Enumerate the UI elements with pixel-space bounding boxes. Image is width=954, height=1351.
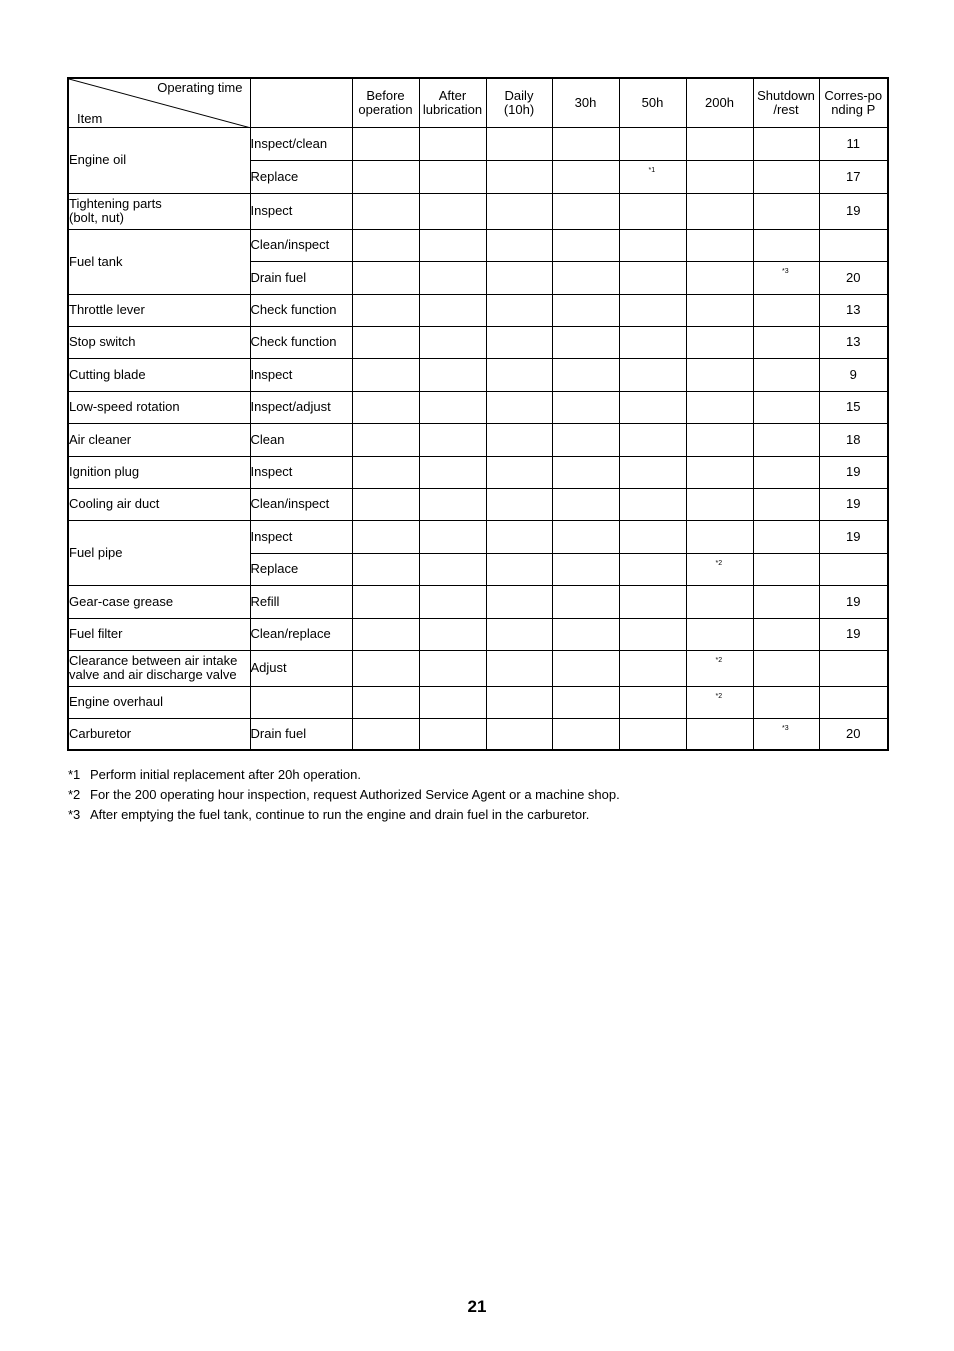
action-cell: Clean/inspect xyxy=(250,229,352,261)
schedule-cell xyxy=(753,618,819,650)
schedule-cell xyxy=(419,686,486,718)
schedule-cell xyxy=(619,193,686,229)
schedule-cell xyxy=(419,127,486,160)
page-ref-cell xyxy=(819,229,888,261)
footnote-marker: *2 xyxy=(715,559,723,567)
footnote-text: Perform initial replacement after 20h operation. xyxy=(90,767,361,782)
footnote-marker: *3 xyxy=(782,267,789,275)
action-cell: Drain fuel xyxy=(250,718,352,750)
action-cell xyxy=(250,686,352,718)
schedule-cell xyxy=(419,618,486,650)
action-cell: Replace xyxy=(250,160,352,193)
schedule-cell xyxy=(619,423,686,456)
schedule-cell xyxy=(552,718,619,750)
table-row xyxy=(68,650,888,686)
table-row xyxy=(68,127,888,160)
page-ref-cell: 20 xyxy=(819,261,888,294)
col-shutdown-rest: Shutdown /rest xyxy=(753,78,819,127)
schedule-cell xyxy=(419,160,486,193)
schedule-cell xyxy=(619,391,686,423)
page-ref-cell: 19 xyxy=(819,488,888,520)
schedule-cell xyxy=(686,127,753,160)
schedule-cell xyxy=(352,553,419,585)
col-after-lubrication: After lubrication xyxy=(419,78,486,127)
col-corresponding-page: Corres-po nding P xyxy=(819,78,888,127)
schedule-cell xyxy=(352,618,419,650)
page-ref-cell: 18 xyxy=(819,423,888,456)
schedule-cell xyxy=(552,686,619,718)
table-row xyxy=(68,718,888,750)
schedule-cell xyxy=(686,686,753,718)
schedule-cell xyxy=(619,456,686,488)
schedule-cell xyxy=(552,160,619,193)
page-ref-cell xyxy=(819,650,888,686)
schedule-cell xyxy=(352,423,419,456)
schedule-cell xyxy=(686,553,753,585)
page-ref-cell: 19 xyxy=(819,456,888,488)
schedule-cell xyxy=(419,456,486,488)
schedule-cell xyxy=(686,520,753,553)
footnote-text: For the 200 operating hour inspection, request Authorized Service Agent or a machine shop. xyxy=(90,787,620,802)
schedule-cell xyxy=(419,585,486,618)
schedule-cell xyxy=(419,326,486,358)
schedule-cell xyxy=(753,488,819,520)
schedule-cell xyxy=(419,391,486,423)
item-cell: Throttle lever xyxy=(68,294,250,326)
schedule-cell xyxy=(619,488,686,520)
schedule-cell xyxy=(419,520,486,553)
schedule-cell xyxy=(753,294,819,326)
action-cell: Inspect xyxy=(250,358,352,391)
item-cell: Fuel pipe xyxy=(68,520,250,585)
schedule-cell xyxy=(352,456,419,488)
schedule-cell xyxy=(552,229,619,261)
schedule-cell xyxy=(352,160,419,193)
item-cell: Tightening parts (bolt, nut) xyxy=(68,193,250,229)
schedule-cell xyxy=(552,520,619,553)
col-daily: Daily (10h) xyxy=(486,78,552,127)
table-row xyxy=(68,585,888,618)
schedule-cell xyxy=(619,358,686,391)
schedule-cell xyxy=(619,718,686,750)
table-row xyxy=(68,391,888,423)
schedule-cell xyxy=(486,585,552,618)
schedule-cell xyxy=(686,294,753,326)
page-ref-cell xyxy=(819,686,888,718)
schedule-cell xyxy=(352,193,419,229)
action-cell: Adjust xyxy=(250,650,352,686)
schedule-cell xyxy=(753,585,819,618)
schedule-cell xyxy=(486,358,552,391)
page-ref-cell: 19 xyxy=(819,520,888,553)
footnote-marker: *2 xyxy=(715,656,723,664)
schedule-cell xyxy=(686,229,753,261)
item-cell: Fuel tank xyxy=(68,229,250,294)
item-cell: Carburetor xyxy=(68,718,250,750)
item-cell: Engine oil xyxy=(68,127,250,193)
table-row xyxy=(68,618,888,650)
schedule-cell xyxy=(419,261,486,294)
item-cell: Cutting blade xyxy=(68,358,250,391)
footnote-key: *3 xyxy=(68,807,81,822)
action-cell: Inspect xyxy=(250,520,352,553)
schedule-cell xyxy=(486,229,552,261)
schedule-cell xyxy=(486,718,552,750)
schedule-cell xyxy=(552,326,619,358)
schedule-cell xyxy=(619,294,686,326)
schedule-cell xyxy=(419,650,486,686)
schedule-cell xyxy=(486,488,552,520)
action-header-cell xyxy=(250,78,352,127)
table-row xyxy=(68,193,888,229)
item-cell: Low-speed rotation xyxy=(68,391,250,423)
schedule-cell xyxy=(753,456,819,488)
schedule-cell xyxy=(486,520,552,553)
schedule-cell xyxy=(486,686,552,718)
item-cell: Cooling air duct xyxy=(68,488,250,520)
schedule-cell xyxy=(486,456,552,488)
schedule-cell xyxy=(619,520,686,553)
page-number: 21 xyxy=(467,1297,487,1316)
item-cell: Stop switch xyxy=(68,326,250,358)
action-cell: Inspect/clean xyxy=(250,127,352,160)
action-cell: Clean/replace xyxy=(250,618,352,650)
schedule-cell xyxy=(686,261,753,294)
schedule-cell xyxy=(753,718,819,750)
action-cell: Drain fuel xyxy=(250,261,352,294)
schedule-cell xyxy=(753,553,819,585)
schedule-cell xyxy=(753,520,819,553)
schedule-cell xyxy=(486,391,552,423)
schedule-cell xyxy=(686,358,753,391)
item-cell: Fuel filter xyxy=(68,618,250,650)
schedule-cell xyxy=(552,618,619,650)
schedule-cell xyxy=(352,229,419,261)
schedule-cell xyxy=(419,229,486,261)
schedule-cell xyxy=(552,127,619,160)
action-cell: Replace xyxy=(250,553,352,585)
schedule-cell xyxy=(352,358,419,391)
action-cell: Refill xyxy=(250,585,352,618)
header-row xyxy=(68,78,888,127)
item-cell: Air cleaner xyxy=(68,423,250,456)
schedule-cell xyxy=(753,650,819,686)
schedule-cell xyxy=(552,423,619,456)
page-ref-cell: 15 xyxy=(819,391,888,423)
action-cell: Inspect xyxy=(250,456,352,488)
schedule-cell xyxy=(419,553,486,585)
table-row xyxy=(68,488,888,520)
table-row xyxy=(68,229,888,261)
schedule-cell xyxy=(753,326,819,358)
schedule-cell xyxy=(486,650,552,686)
schedule-cell xyxy=(619,585,686,618)
schedule-cell xyxy=(753,686,819,718)
page-ref-cell: 19 xyxy=(819,585,888,618)
schedule-cell xyxy=(619,650,686,686)
schedule-cell xyxy=(552,650,619,686)
item-cell: Engine overhaul xyxy=(68,686,250,718)
schedule-cell xyxy=(619,326,686,358)
operating-time-label: Operating time xyxy=(157,80,243,95)
schedule-cell xyxy=(352,326,419,358)
col-50h: 50h xyxy=(619,78,686,127)
schedule-cell xyxy=(352,650,419,686)
schedule-cell xyxy=(619,229,686,261)
schedule-cell xyxy=(552,456,619,488)
footnote-text: After emptying the fuel tank, continue to run the engine and drain fuel in the carburetor. xyxy=(90,807,590,822)
page-ref-cell: 13 xyxy=(819,294,888,326)
schedule-cell xyxy=(419,294,486,326)
schedule-cell xyxy=(419,423,486,456)
schedule-cell xyxy=(552,193,619,229)
item-cell: Clearance between air intake valve and air discharge valve xyxy=(68,650,250,686)
schedule-cell xyxy=(619,127,686,160)
page-ref-cell xyxy=(819,553,888,585)
col-before-operation: Before operation xyxy=(352,78,419,127)
schedule-cell xyxy=(619,686,686,718)
schedule-cell xyxy=(619,160,686,193)
table-row xyxy=(68,520,888,553)
footnote-marker: *3 xyxy=(782,724,789,732)
schedule-cell xyxy=(619,618,686,650)
schedule-cell xyxy=(753,193,819,229)
schedule-cell xyxy=(686,326,753,358)
page-ref-cell: 17 xyxy=(819,160,888,193)
schedule-cell xyxy=(486,423,552,456)
schedule-cell xyxy=(619,261,686,294)
schedule-cell xyxy=(419,358,486,391)
schedule-cell xyxy=(686,618,753,650)
schedule-cell xyxy=(753,358,819,391)
page-ref-cell: 19 xyxy=(819,618,888,650)
schedule-cell xyxy=(352,718,419,750)
schedule-cell xyxy=(686,718,753,750)
schedule-cell xyxy=(552,391,619,423)
schedule-cell xyxy=(419,718,486,750)
table-row xyxy=(68,423,888,456)
col-200h: 200h xyxy=(686,78,753,127)
table-row xyxy=(68,294,888,326)
schedule-cell xyxy=(619,553,686,585)
schedule-cell xyxy=(753,127,819,160)
footnote-key: *2 xyxy=(68,787,81,802)
schedule-cell xyxy=(686,391,753,423)
schedule-cell xyxy=(686,585,753,618)
schedule-cell xyxy=(686,488,753,520)
action-cell: Inspect xyxy=(250,193,352,229)
schedule-cell xyxy=(486,127,552,160)
schedule-cell xyxy=(552,553,619,585)
schedule-cell xyxy=(552,488,619,520)
corner-header-cell xyxy=(68,78,250,127)
schedule-cell xyxy=(686,193,753,229)
schedule-cell xyxy=(486,294,552,326)
schedule-cell xyxy=(419,193,486,229)
footnotes xyxy=(68,765,620,825)
schedule-cell xyxy=(486,160,552,193)
page-ref-cell: 13 xyxy=(819,326,888,358)
schedule-cell xyxy=(753,423,819,456)
schedule-cell xyxy=(686,160,753,193)
action-cell: Inspect/adjust xyxy=(250,391,352,423)
page-ref-cell: 11 xyxy=(819,127,888,160)
schedule-cell xyxy=(486,193,552,229)
schedule-cell xyxy=(419,488,486,520)
schedule-cell xyxy=(486,553,552,585)
schedule-cell xyxy=(352,127,419,160)
table-row xyxy=(68,358,888,391)
schedule-cell xyxy=(552,261,619,294)
schedule-cell xyxy=(753,160,819,193)
footnote-key: *1 xyxy=(68,767,81,782)
schedule-cell xyxy=(753,391,819,423)
col-30h: 30h xyxy=(552,78,619,127)
action-cell: Clean/inspect xyxy=(250,488,352,520)
footnote-3 xyxy=(68,805,620,825)
schedule-cell xyxy=(352,686,419,718)
schedule-cell xyxy=(352,261,419,294)
schedule-cell xyxy=(352,391,419,423)
schedule-cell xyxy=(352,585,419,618)
schedule-cell xyxy=(486,261,552,294)
item-cell: Gear-case grease xyxy=(68,585,250,618)
schedule-cell xyxy=(552,294,619,326)
maintenance-schedule-table xyxy=(67,77,889,751)
footnote-marker: *1 xyxy=(648,166,656,174)
schedule-cell xyxy=(552,358,619,391)
schedule-cell xyxy=(486,326,552,358)
table-row xyxy=(68,456,888,488)
schedule-cell xyxy=(352,488,419,520)
schedule-cell xyxy=(686,650,753,686)
table-row xyxy=(68,326,888,358)
schedule-cell xyxy=(352,294,419,326)
footnote-1 xyxy=(68,765,620,785)
item-cell: Ignition plug xyxy=(68,456,250,488)
table-row xyxy=(68,686,888,718)
schedule-cell xyxy=(753,229,819,261)
page-ref-cell: 20 xyxy=(819,718,888,750)
schedule-cell xyxy=(352,520,419,553)
schedule-cell xyxy=(686,423,753,456)
footnote-marker: *2 xyxy=(715,692,723,700)
action-cell: Check function xyxy=(250,294,352,326)
action-cell: Clean xyxy=(250,423,352,456)
schedule-cell xyxy=(686,456,753,488)
schedule-cell xyxy=(753,261,819,294)
schedule-cell xyxy=(552,585,619,618)
page-ref-cell: 9 xyxy=(819,358,888,391)
item-label: Item xyxy=(77,110,103,126)
schedule-cell xyxy=(486,618,552,650)
footnote-2 xyxy=(68,785,620,805)
action-cell: Check function xyxy=(250,326,352,358)
page-ref-cell: 19 xyxy=(819,193,888,229)
